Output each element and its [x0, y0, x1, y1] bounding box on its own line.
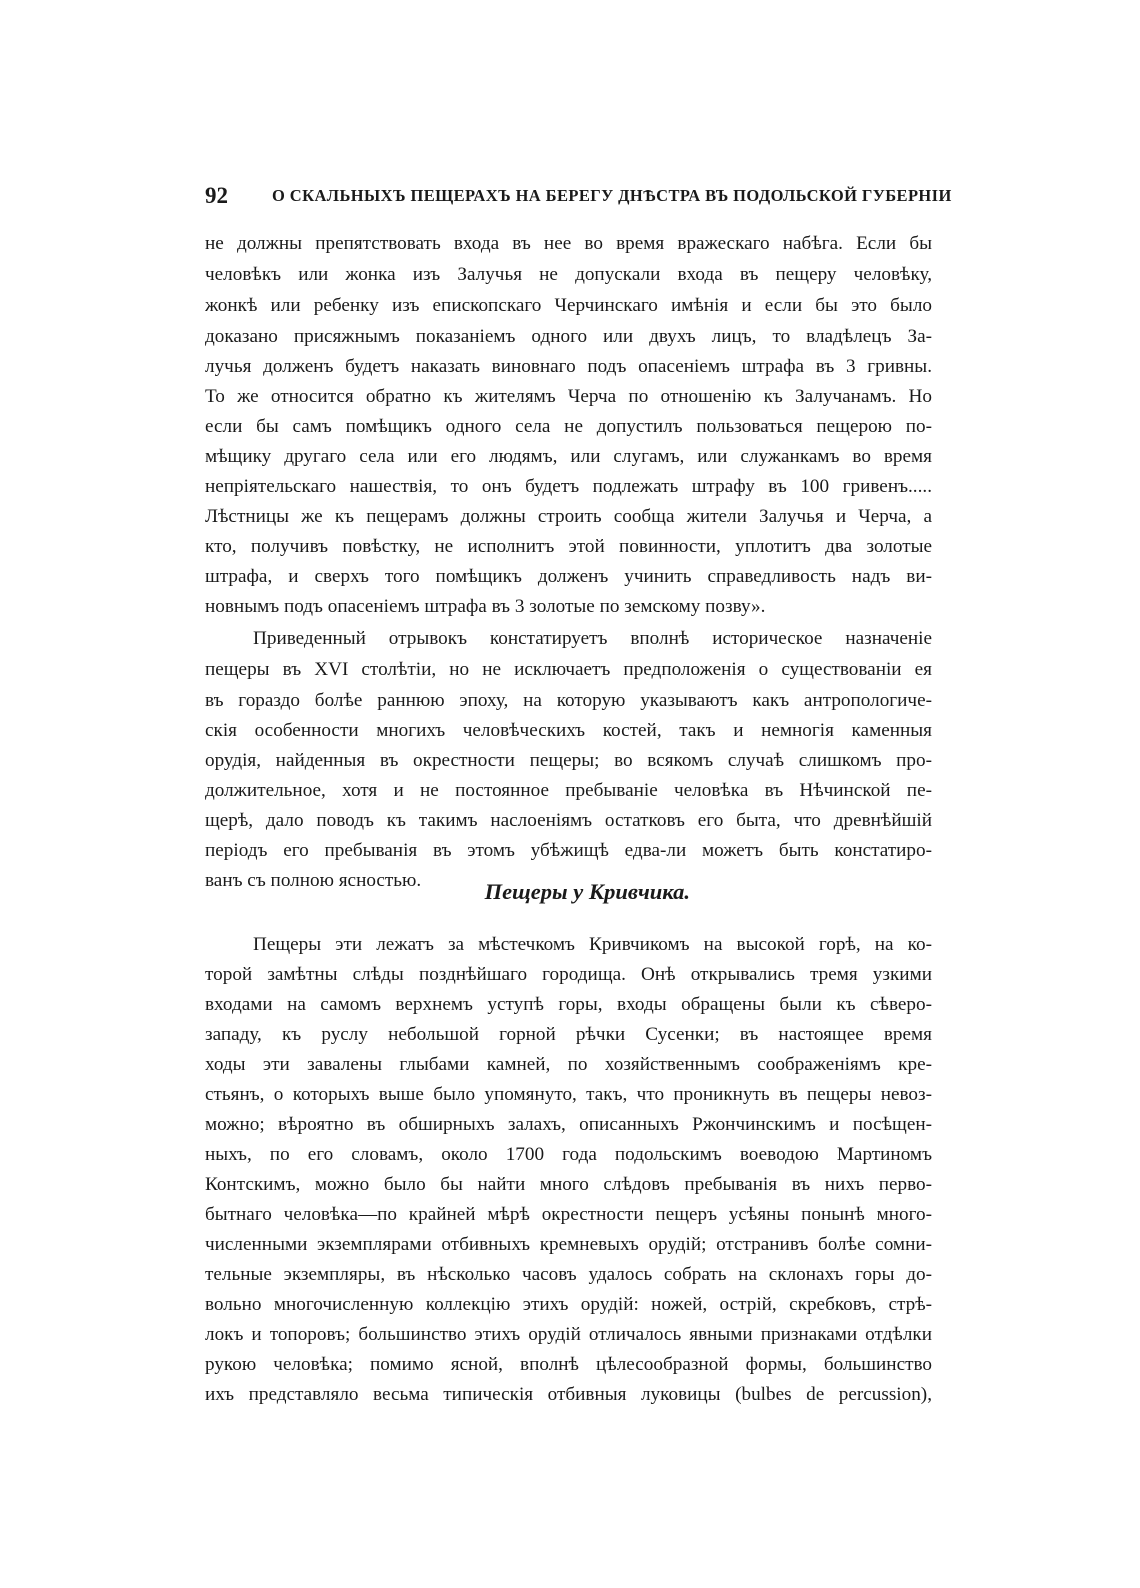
- section-heading: Пещеры у Кривчика.: [484, 879, 690, 904]
- text-line: ихъ представляло весьма типическія отбивныя луковицы (bulbes de percussion),: [205, 1384, 932, 1405]
- text-line: пещеры въ XVI столѣтіи, но не исключаетъ предположенія о существованіи ея: [205, 659, 932, 680]
- text-line: орудія, найденныя въ окрестности пещеры; во всякомъ случаѣ слишкомъ про-: [205, 750, 932, 771]
- text-line: рукою человѣка; помимо ясной, вполнѣ цѣлесообразной формы, большинство: [205, 1354, 932, 1375]
- text-line: ходы эти завалены глыбами камней, по хозяйственнымъ соображеніямъ кре-: [205, 1054, 932, 1075]
- text-line: можно; вѣроятно въ обширныхъ залахъ, описанныхъ Ржончинскимъ и посѣщен-: [205, 1114, 932, 1135]
- text-line: щерѣ, дало поводъ къ такимъ наслоеніямъ остатковъ его быта, что древнѣйшій: [205, 810, 932, 831]
- text-line: Контскимъ, можно было бы найти много слѣдовъ пребыванія въ нихъ перво-: [205, 1174, 932, 1195]
- text-line: ныхъ, по его словамъ, около 1700 года подольскимъ воеводою Мартиномъ: [205, 1144, 932, 1165]
- text-line: періодъ его пребыванія въ этомъ убѣжищѣ едва-ли можетъ быть констатиро-: [205, 840, 932, 861]
- text-line: человѣкъ или жонка изъ Залучья не допускали входа въ пещеру человѣку,: [205, 264, 932, 285]
- text-line: торой замѣтны слѣды позднѣйшаго городища. Онѣ открывались тремя узкими: [205, 964, 932, 985]
- text-line: тельные экземпляры, въ нѣсколько часовъ удалось собрать на склонахъ горы до-: [205, 1264, 932, 1285]
- text-line: если бы самъ помѣщикъ одного села не допустилъ пользоваться пещерою по-: [205, 416, 932, 437]
- text-line: локъ и топоровъ; большинство этихъ орудій отличалось явными признаками отдѣлки: [205, 1324, 932, 1345]
- text-line: Лѣстницы же къ пещерамъ должны строить сообща жители Залучья и Черча, а: [205, 506, 932, 527]
- running-head: О СКАЛЬНЫХЪ ПЕЩЕРАХЪ НА БЕРЕГУ ДНѢСТРА ВЪ ПОДОЛЬСКОЙ ГУБЕРНІИ: [272, 186, 952, 205]
- page-header: [205, 181, 952, 211]
- text-line: стьянъ, о которыхъ выше было упомянуто, такъ, что проникнуть въ пещеры невоз-: [205, 1084, 932, 1105]
- text-line: вольно многочисленную коллекцію этихъ орудій: ножей, острій, скребковъ, стрѣ-: [205, 1294, 932, 1315]
- text-line: Приведенный отрывокъ констатируетъ вполнѣ историческое назначеніе: [253, 628, 932, 649]
- text-line: лучья долженъ будетъ наказать виновнаго подъ опасеніемъ штрафа въ 3 гривны.: [205, 356, 932, 377]
- text-line: численными экземплярами отбивныхъ кремневыхъ орудій; отстранивъ болѣе сомни-: [205, 1234, 932, 1255]
- text-line: кто, получивъ повѣстку, не исполнитъ этой повинности, уплотитъ два золотые: [205, 536, 932, 557]
- text-line: должительное, хотя и не постоянное пребываніе человѣка въ Нѣчинской пе-: [205, 780, 932, 801]
- text-line: непріятельскаго нашествія, то онъ будетъ подлежать штрафу въ 100 гривенъ.....: [205, 476, 932, 497]
- text-line: То же относится обратно къ жителямъ Черча по отношенію къ Залучанамъ. Но: [205, 386, 932, 407]
- text-line: западу, къ руслу небольшой горной рѣчки Сусенки; въ настоящее время: [205, 1024, 932, 1045]
- text-line: въ гораздо болѣе раннюю эпоху, на которую указываютъ какъ антропологиче-: [205, 690, 932, 711]
- text-line: ванъ съ полною ясностью.: [205, 870, 422, 891]
- text-line: не должны препятствовать входа въ нее во время вражескаго набѣга. Если бы: [205, 233, 932, 254]
- text-line: доказано присяжнымъ показаніемъ одного или двухъ лицъ, то владѣлецъ За-: [205, 326, 932, 347]
- text-line: Пещеры эти лежатъ за мѣстечкомъ Кривчикомъ на высокой горѣ, на ко-: [253, 934, 932, 955]
- text-line: мѣщику другаго села или его людямъ, или слугамъ, или служанкамъ во время: [205, 446, 932, 467]
- page-number: 92: [205, 183, 228, 208]
- text-line: жонкѣ или ребенку изъ епископскаго Черчинскаго имѣнія и если бы это было: [205, 295, 932, 316]
- text-line: штрафа, и сверхъ того помѣщикъ долженъ учинить справедливость надъ ви-: [205, 566, 932, 587]
- text-line: бытнаго человѣка—по крайней мѣрѣ окрестности пещеръ усѣяны понынѣ много-: [205, 1204, 932, 1225]
- text-line: скія особенности многихъ человѣческихъ костей, такъ и немногія каменныя: [205, 720, 932, 741]
- text-line: входами на самомъ верхнемъ уступѣ горы, входы обращены были къ сѣверо-: [205, 994, 932, 1015]
- text-line: новнымъ подъ опасеніемъ штрафа въ 3 золотые по земскому позву».: [205, 596, 766, 617]
